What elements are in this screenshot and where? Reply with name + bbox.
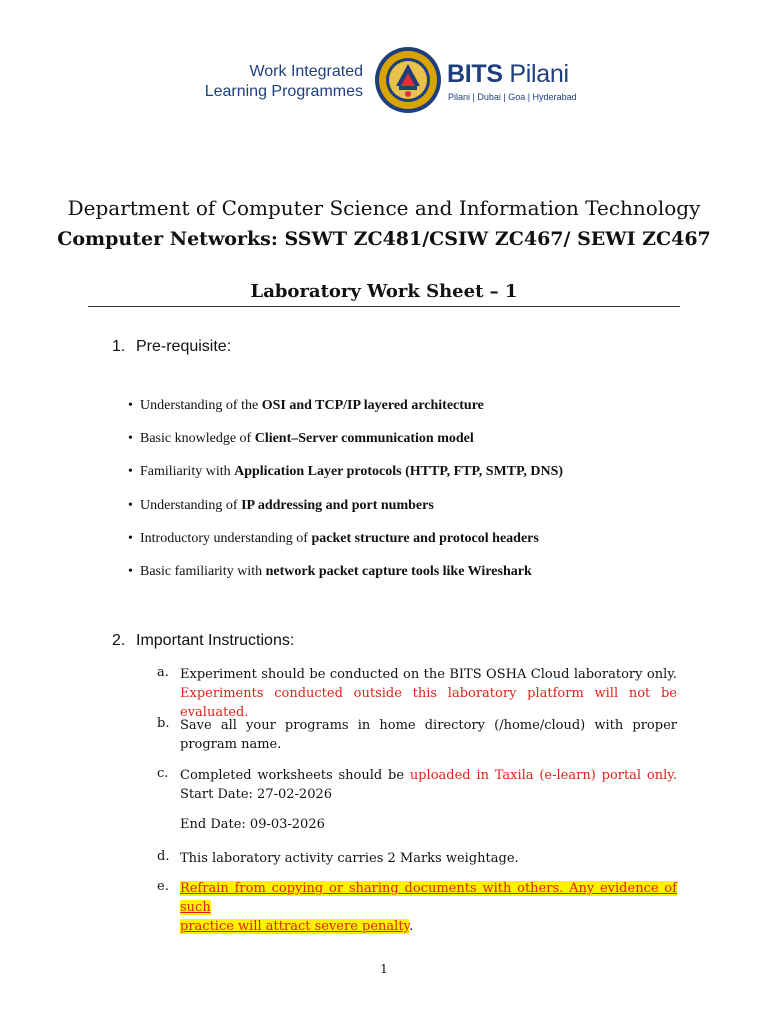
- page-number: 1: [380, 962, 388, 976]
- section-instructions-heading: [112, 632, 294, 650]
- instruction-e-line-2: [180, 917, 677, 936]
- end-date: End Date: 09-03-2026: [180, 817, 325, 832]
- bullet-icon: •: [128, 464, 133, 479]
- course-title: Computer Networks: SSWT ZC481/CSIW ZC467/ SEWI ZC467: [57, 228, 711, 250]
- instruction-a: [180, 665, 677, 722]
- instruction-e-highlight: Refrain from copying or sharing documents with others. Any evidence of such: [180, 881, 677, 915]
- instruction-a-warning: Experiments conducted outside this laboratory platform will not be evaluated.: [180, 686, 677, 720]
- instruction-e-line-1: [180, 879, 677, 917]
- section-heading-text: Important Instructions:: [136, 632, 295, 649]
- instruction-a-line-1: Experiment should be conducted on the BITS OSHA Cloud laboratory only.: [180, 667, 677, 682]
- item-letter-a: a.: [157, 665, 169, 680]
- list-item-text: Basic knowledge of: [140, 431, 255, 446]
- bits-wordmark-bold: BITS: [447, 60, 503, 88]
- item-letter-e: e.: [157, 879, 169, 894]
- list-item-bold-text: Client–Server communication model: [254, 431, 474, 446]
- list-item: [128, 464, 563, 480]
- list-item: [128, 564, 532, 580]
- list-item-text: Understanding of: [140, 498, 242, 513]
- section-heading-text: Pre-requisite:: [136, 338, 232, 355]
- section-number: 1.: [112, 338, 126, 355]
- instruction-e-highlight: practice will attract severe penalty: [180, 919, 410, 934]
- bullet-icon: •: [128, 398, 133, 413]
- list-item-bold-text: OSI and TCP/IP layered architecture: [261, 398, 484, 413]
- instruction-c-line-1: [180, 766, 677, 785]
- start-date: Start Date: 27-02-2026: [180, 787, 333, 802]
- list-item-bold-text: network packet capture tools like Wireshark: [265, 564, 532, 579]
- title-divider: [88, 306, 680, 307]
- pilani-wordmark: Pilani: [502, 60, 569, 88]
- instruction-b-line-1: Save all your programs in home directory (/home/cloud) with proper: [180, 718, 677, 733]
- list-item: [128, 498, 434, 514]
- wilp-line-1: Work Integrated: [249, 63, 363, 80]
- instruction-c-text: Completed worksheets should be: [180, 768, 410, 783]
- list-item-text: Introductory understanding of: [140, 531, 312, 546]
- item-letter-c: c.: [157, 766, 169, 781]
- section-number: 2.: [112, 632, 126, 649]
- department-title: Department of Computer Science and Information Technology: [67, 196, 701, 220]
- instruction-d: This laboratory activity carries 2 Marks weightage.: [180, 851, 519, 866]
- bullet-icon: •: [128, 564, 133, 579]
- list-item-text: Basic familiarity with: [140, 564, 266, 579]
- bullet-icon: •: [128, 531, 133, 546]
- item-letter-d: d.: [157, 849, 170, 864]
- bullet-icon: •: [128, 431, 133, 446]
- instruction-b: [180, 716, 677, 754]
- list-item: [128, 531, 539, 547]
- list-item-text: Familiarity with: [140, 464, 235, 479]
- list-item: [128, 398, 484, 414]
- bits-pilani-wordmark: [447, 60, 569, 89]
- worksheet-title: Laboratory Work Sheet – 1: [250, 281, 518, 302]
- section-prerequisite-heading: [112, 338, 231, 356]
- list-item-bold-text: Application Layer protocols (HTTP, FTP, SMTP, DNS): [234, 464, 564, 479]
- list-item: [128, 431, 474, 447]
- list-item-bold-text: packet structure and protocol headers: [311, 531, 539, 546]
- wilp-line-2: Learning Programmes: [204, 83, 363, 100]
- list-item-bold-text: IP addressing and port numbers: [241, 498, 434, 513]
- item-letter-b: b.: [157, 716, 170, 731]
- list-item-text: Understanding of the: [140, 398, 262, 413]
- instruction-c: [180, 766, 677, 804]
- instruction-e: [180, 879, 677, 936]
- bullet-icon: •: [128, 498, 133, 513]
- instruction-c-warning: uploaded in Taxila (e-learn) portal only.: [409, 768, 677, 783]
- instruction-e-period: .: [409, 919, 414, 934]
- campus-list: Pilani | Dubai | Goa | Hyderabad: [448, 92, 577, 102]
- instruction-b-line-2: program name.: [180, 737, 282, 752]
- wilp-logo-text: [200, 62, 363, 102]
- bits-pilani-seal-icon: [374, 46, 442, 114]
